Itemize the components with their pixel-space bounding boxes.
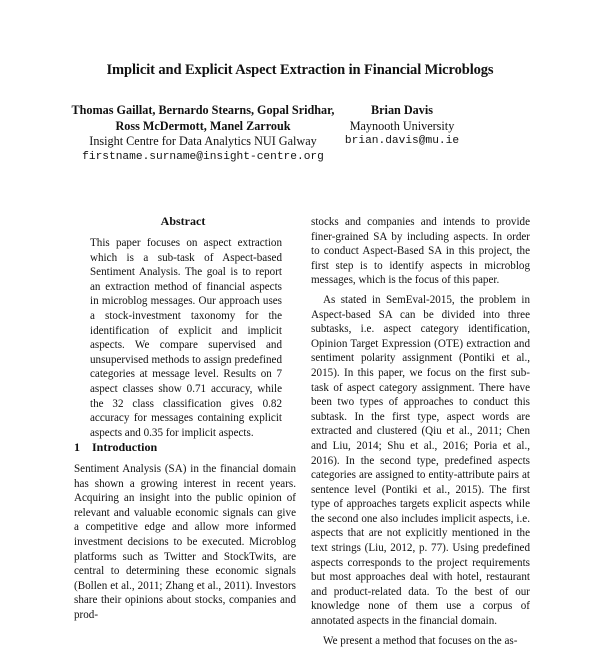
author-affiliation-left: Insight Centre for Data Analytics NUI Galway [89,134,317,148]
right-column-paragraph-1: stocks and companies and intends to provide finer-grained SA by including aspects. In order to conduct Aspect-Based SA in this project, the first step is to identify aspects in microblog messages, which is the focus of this paper. [311,216,530,287]
abstract-heading: Abstract [160,214,206,228]
section-title: Introduction [92,440,158,454]
abstract-text: This paper focuses on aspect extraction which is a sub-task of Aspect-based Sentiment Analysis. The goal is to report an extraction method of financial aspects in microblog messages. Our approach uses a stock-investment taxonomy for the identification of explicit and implicit aspects. We compare supervised and unsupervised methods to assign predefined categories at message level. Results on 7 aspect classes show 0.71 accuracy, while the 32 class classification gives 0.82 accuracy for messages containing explicit aspects and 0.35 for implicit aspects. [90,237,282,439]
paper-title: Implicit and Explicit Aspect Extraction in Financial Microblogs [106,62,494,78]
right-column-paragraph-2: As stated in SemEval-2015, the problem in Aspect-based SA can be divided into three subtasks, i.e. aspect category identification, Opinion Target Expression (OTE) extraction and sentiment polarity assignment (Pontiki et al., 2015). In this paper, we focus on the first sub-task of aspect category assignment. There have been two types of approaches to conduct this subtask. In the first type, aspect words are extracted and clustered (Qiu et al., 2011; Chen and Liu, 2014; Shu et al., 2016; Poria et al., 2016). In the second type, predefined aspects categories are assigned to entity-attribute pairs at sentence level (Pontiki et al., 2015). The first type of approaches targets explicit aspects while the second one also includes implicit aspects, i.e. aspects that are not explicitly mentioned in the text strings (Liu, 2012, p. 77). Using predefined aspects corresponds to the project requirements but most approaches deal with hotel, restaurant and product-related data. To the best of our knowledge none of them use a corpus of annotated aspects in the financial domain. [311,293,530,628]
author-block-left [68,103,338,165]
author-name-right: Brian Davis [371,103,433,117]
author-affiliation-right: Maynooth University [349,118,455,133]
introduction-text: Sentiment Analysis (SA) in the financial domain has shown a growing interest in recent years. Acquiring an insight into the public opinion of relevant and valuable economic signals can give a competitive edge and allow more informed investment decisions to be executed. Microblog platforms such as Twitter and StockTwits, are central to determining these economic signals (Bollen et al., 2011; Zhang et al., 2011). Investors share their opinions about stocks, companies and prod- [74,463,296,621]
author-block-right [330,103,474,150]
section-heading-introduction [74,440,296,455]
author-names-line1: Thomas Gaillat, Bernardo Stearns, Gopal Sridhar, [71,103,335,117]
author-email-left: firstname.surname@insight-centre.org [82,150,324,163]
right-column-paragraph-3: We present a method that focuses on the as- [323,634,518,647]
author-email-right: brian.davis@mu.ie [344,135,460,147]
right-column [311,215,530,653]
section-number: 1 [74,440,80,454]
author-names-line2: Ross McDermott, Manel Zarrouk [115,118,291,133]
